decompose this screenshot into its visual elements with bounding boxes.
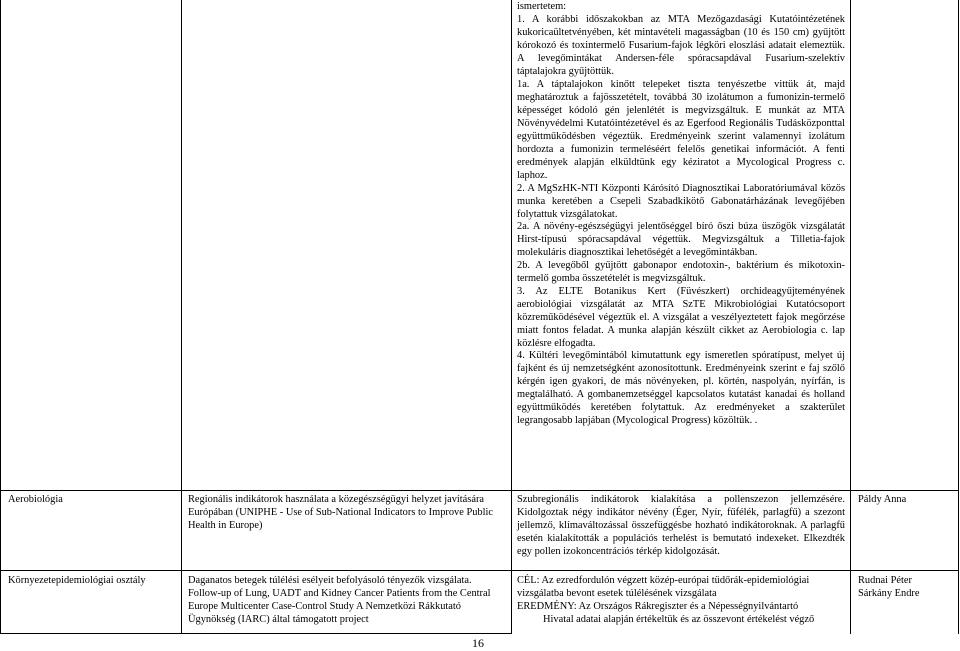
column-divider-2 [511,0,512,634]
row-2-discipline: Környezetepidemiológiai osztály [8,575,146,586]
paragraph-2: 2. A MgSzHK-NTI Központi Kárósító Diagnosztikai Laboratóriumával közös munka keretében a Csepeli Szabadkikötő Gabonatárházának levegőjében folytattuk vizsgálatokat. [517,182,845,220]
column-divider-3 [850,0,851,634]
table-border-right [958,0,959,634]
paragraph-1a: 1a. A táptalajokon kinőtt telepeket tiszta tenyészetbe vittük át, majd meghatároztuk a fajösszetételt, továbbá 30 izolátumon a fumonizin-termelő képességet kódoló gén jelenlétét is megvizsgáltuk. E munkát az MTA Növényvédelmi Kutatóintézetével és az Egerfood Regionális Tudásközponttal együttműködésben végeztük. Eredményeink szerint valamennyi izolátum hordozta a fumonizin termeléséért felelős genetikai információt. A fenti eredmények alapján elküldtünk egy kéziratot a Mycological Progress c. laphoz. [517,79,845,181]
row-1-discipline: Aerobiológia [8,494,63,505]
row-1-person: Páldy Anna [858,494,907,505]
row-divider-2 [0,570,959,571]
row-1-description: Szubregionális indikátorok kialakítása a pollenszezon jellemzésére. Kidolgoztak négy indikátor névény (Éger, Nyír, fűfélék, parlagfű) a szezont jellemző, klímaváltozással összefüggésbe hozható indikátoroknak. A parlagfű esetén kialakították a populációs terhelést is bemutató indexeket. Elkezdték egy pollen izokoncentrációs térkép kidolgozását. [517,494,845,557]
continuation-heading: ismertetem: [517,1,567,12]
row-2-person [858,575,954,601]
table-border-left [0,0,1,634]
paragraph-2b: 2b. A levegőből gyűjtött gabonapor endotoxin-, baktérium és mikotoxin-termelő gomba összetételét is megvizsgáltuk. [517,260,845,285]
column-divider-1 [181,0,182,634]
row-divider-1 [0,490,959,491]
row-2-description-result: EREDMÉNY: Az Országos Rákregiszter és a Népességnyilvántartó [517,600,799,612]
page-number: 16 [472,636,484,650]
paragraph-3: 3. Az ELTE Botanikus Kert (Füvészkert) orchideagyűjteményének aerobiológiai vizsgálatát az MTA SzTE Mikrobiológiai Kutatócsoport közreműködésével végeztük el. A vizsgálat a veszélyeztetett fajok megőrzése miatt fontos feladat. A munka alapján készült cikket az Aerobiologia c. lap közlésre elfogadta. [517,285,845,349]
row-2-person-1: Rudnai Péter [858,575,912,586]
paragraph-1: 1. A korábbi időszakokban az MTA Mezőgazdasági Kutatóintézetének kukoricaültetvényében, két mintavételi magasságban (10 és 150 cm) gyűjtött kórokozó és toxintermelő Fusarium-fajok légköri eloszlási adatait elemeztük. A levegőmintákat Andersen-féle spóracsapdával Fusarium-szelektív táptalajokra gyűjtöttük. [517,13,845,77]
table-bottom-border [0,633,512,634]
row-2-description-goal: CÉL: Az ezredfordulón végzett közép-európai tüdőrák-epidemiológiai vizsgálatba bevont esetek túlélésének vizsgálata [517,575,810,599]
row-1-project-title: Regionális indikátorok használata a közegészségügyi helyzet javítására Európában (UNIPHE - Use of Sub-National Indicators to Improve Public Health in Europe) [188,494,494,531]
row-2-project-title: Daganatos betegek túlélési esélyeit befolyásoló tényezők vizsgálata. Follow-up of Lung, UADT and Kidney Cancer Patients from the Central Europe Multicenter Case-Control Study A Nemzetközi Rákkutató Ügynökség (IARC) által támogatott project [188,575,491,625]
paragraph-2a: 2a. A növény-egészségügyi jelentőséggel bíró őszi búza üszögök vizsgálatát Hirst-típusú spóracsapdával végettük. Megvizsgáltuk a Tilletia-fajok molekuláris diagnosztikai lehetőségét a levegőmintákban. [517,221,845,259]
row-2-person-2: Sárkány Endre [858,587,920,599]
continuation-cell [517,1,845,428]
row-2-description-cont: Hivatal adatai alapján értékeltük és az összevont értékelést végző [543,613,815,625]
paragraph-4: 4. Kültéri levegőmintából kimutattunk egy ismeretlen spóratípust, melyet új fajként és új nemzetségként azonosítottunk. Eredményeink szerint e faj szőlő kérgén igen gyakori, de más növényeken, pl. körtén, naspolyán, nyírfán, is megtalálható. A gombanemzetséggel kapcsolatos kutatást kanadai és holland együttműködés keretében folytattuk. Az eredményeket a szakterület legrangosabb lapjában (Mycological Progress) közöltük. . [517,350,845,426]
row-2-description [517,575,845,627]
